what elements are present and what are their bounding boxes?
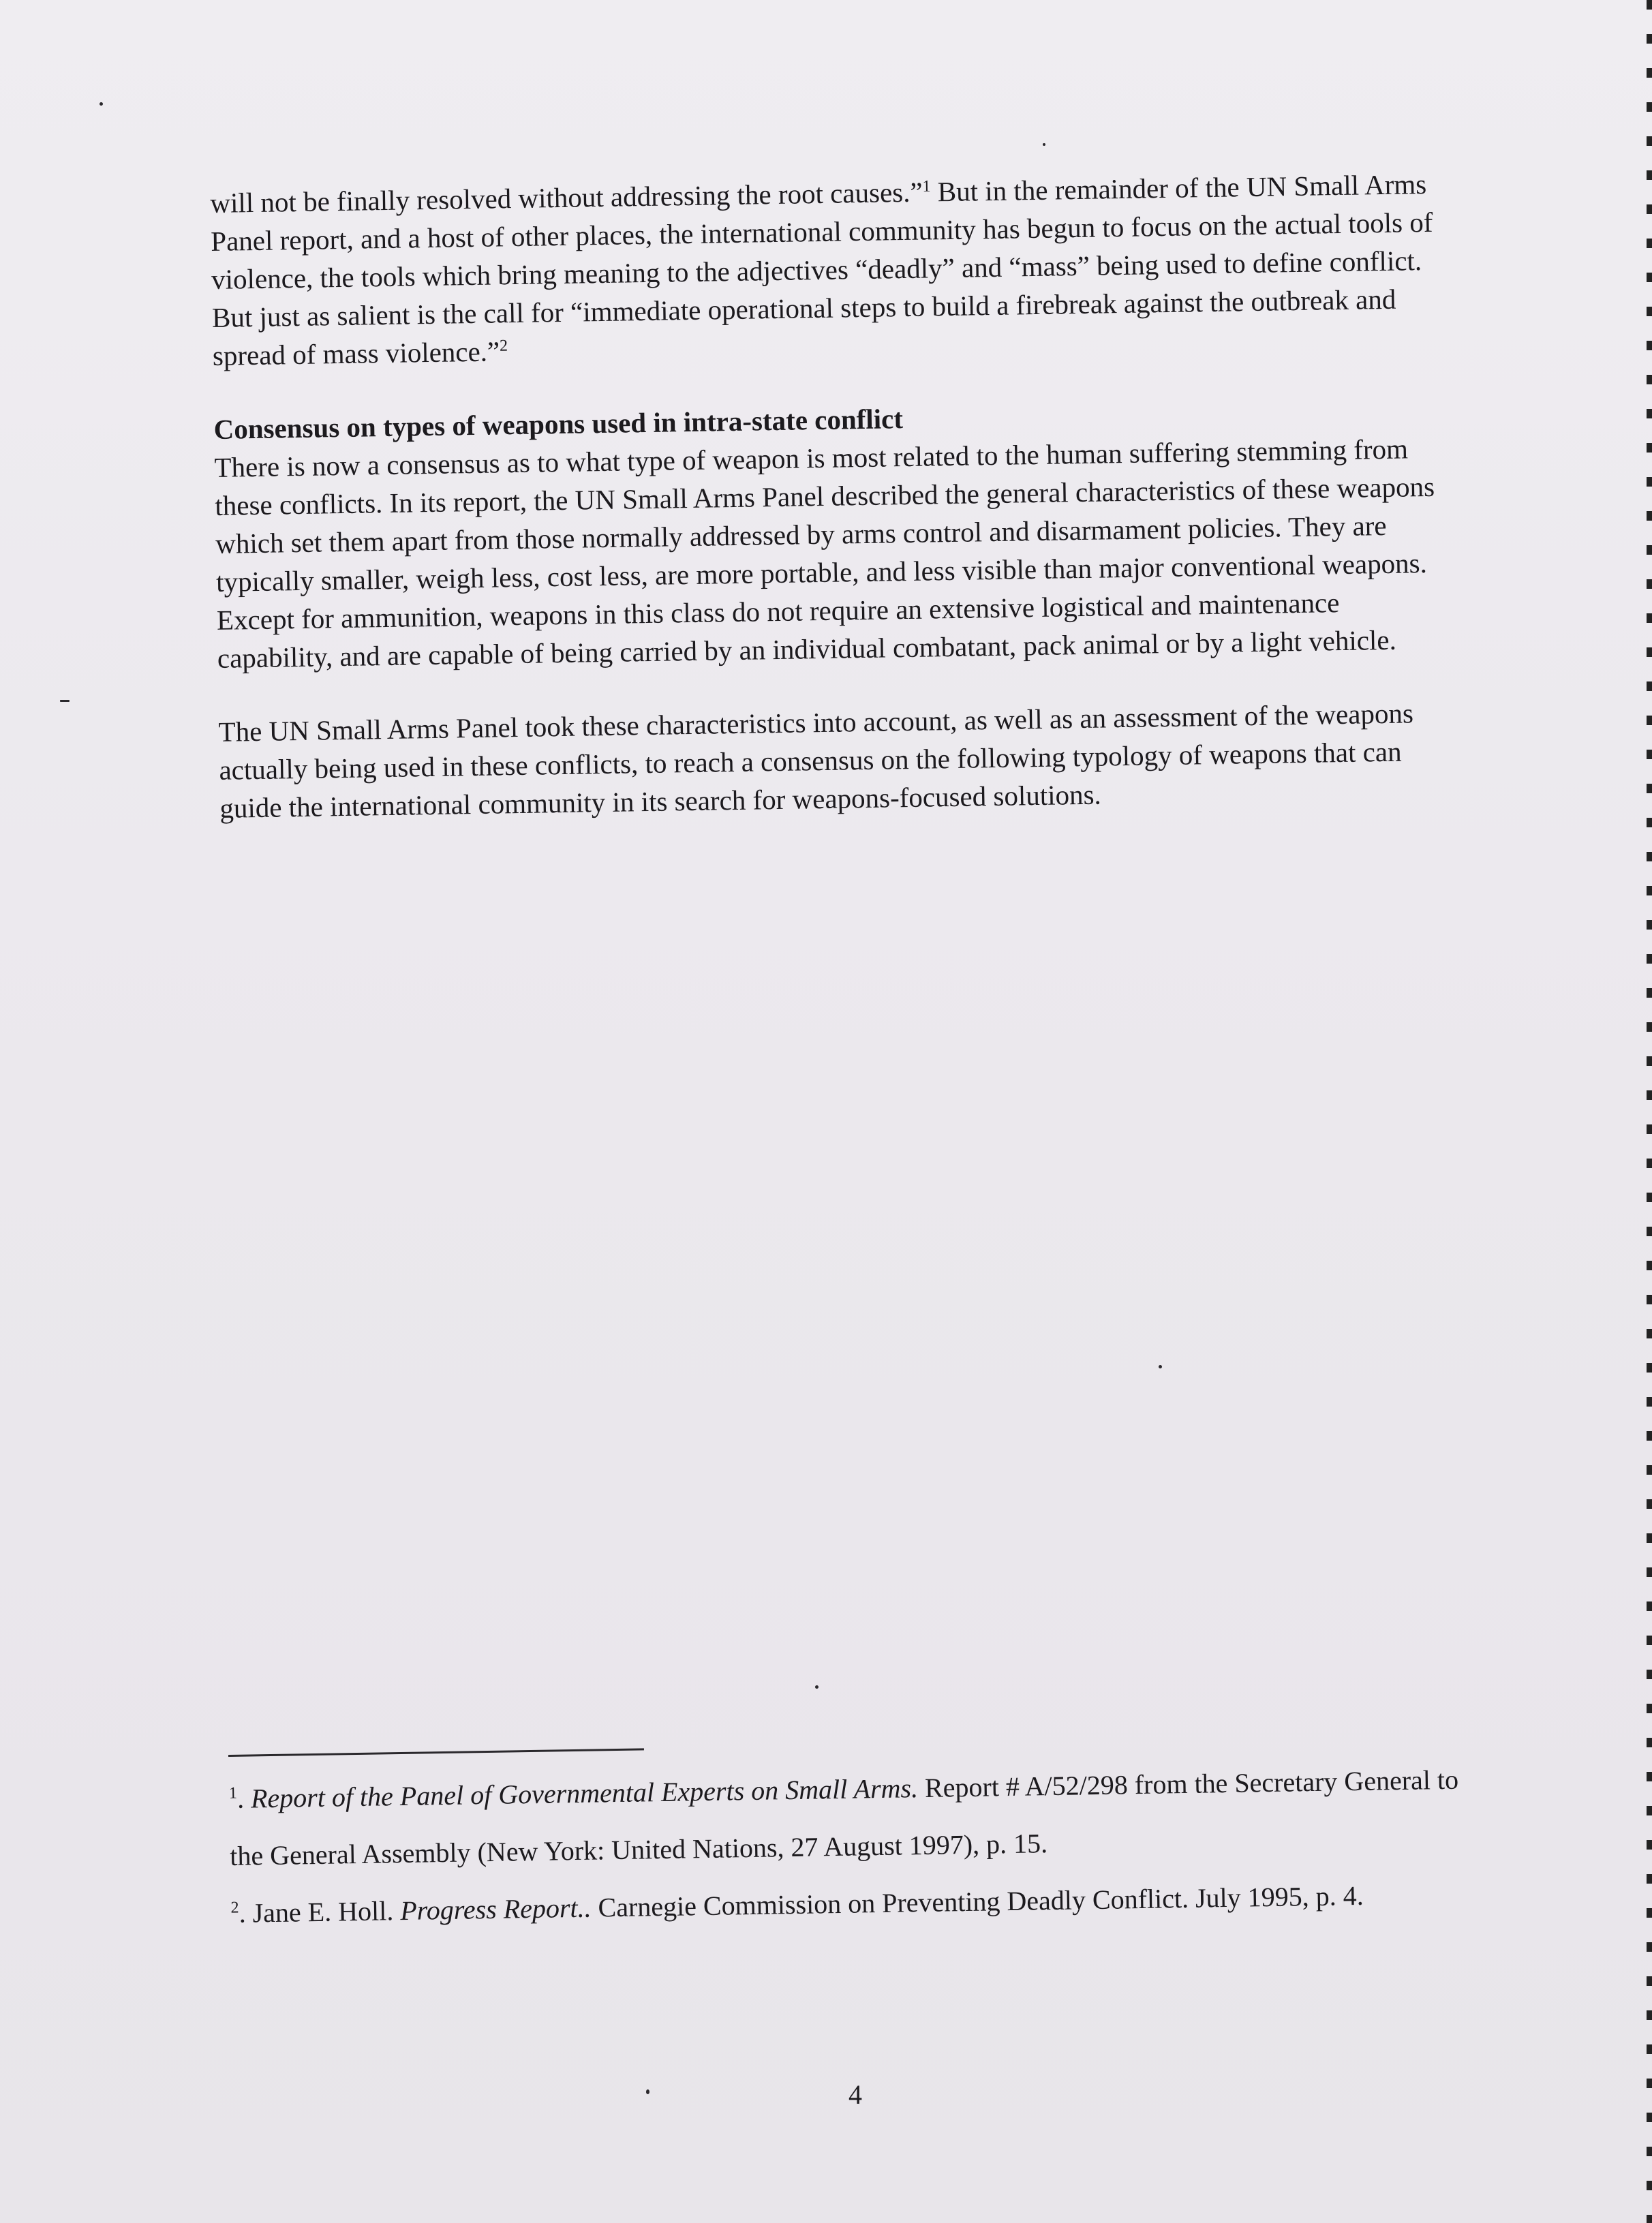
footnote-ref-2[interactable]: 2 [499, 337, 508, 355]
footnote-2: $^2$. Jane E. Holl. Progress Report.. Carnegie Commission on Preventing Deadly Conflict. July 1995, p. 4. [230, 1880, 1364, 1929]
section-heading: Consensus on types of weapons used in intra-state conflict [213, 403, 904, 445]
paragraph-typology: The UN Small Arms Panel took these characteristics into account, as well as an assessment of the weapons actually being used in these conflicts, to reach a consensus on the following typology of weapons that can guide the international community in its search for weapons-focused solutions. [218, 697, 1414, 824]
paragraph-continuation: will not be finally resolved without addressing the root causes.”$^1$ But in the remainder of the UN Small Arms Panel report, and a host of other places, the international community has begun to focus on the actual tools of violence, the tools which bring meaning to the adjectives “deadly” and “mass” being used to define conflict. But just as salient is the call for “immediate operational steps to build a firebreak against the outbreak and spread of mass violence.”$^2$ [210, 168, 1433, 371]
page-number: 4 [848, 2079, 862, 2110]
footnotes [228, 1736, 1465, 1942]
scan-speck [60, 700, 70, 702]
scan-speck [646, 2089, 649, 2094]
footnote-ref-1[interactable]: 1 [922, 177, 931, 196]
paragraph-consensus: There is now a consensus as to what type of weapon is most related to the human suffering stemming from these conflicts. In its report, the UN Small Arms Panel described the general characteristics of these weapons which set them apart from those normally addressed by arms control and disarmament policies. They are typically smaller, weigh less, cost less, are more portable, and less visible than major conventional weapons. Except for ammunition, weapons in this class do not require an extensive logistical and maintenance capability, and are capable of being carried by an individual combatant, pack animal or by a light vehicle. [214, 433, 1435, 674]
binding-edge [1647, 0, 1652, 2223]
footnote-divider [228, 1748, 644, 1757]
body-text [210, 165, 1454, 827]
footnote-1: $^1$. Report of the Panel of Governmental Experts on Small Arms. Report # A/52/298 from the Secretary General to the General Assembly (New York: United Nations, 27 August 1997), p. 15. [228, 1764, 1459, 1871]
scan-speck [100, 102, 103, 106]
scan-speck [815, 1685, 819, 1689]
scan-speck [1159, 1365, 1162, 1368]
scan-speck [1043, 143, 1045, 146]
